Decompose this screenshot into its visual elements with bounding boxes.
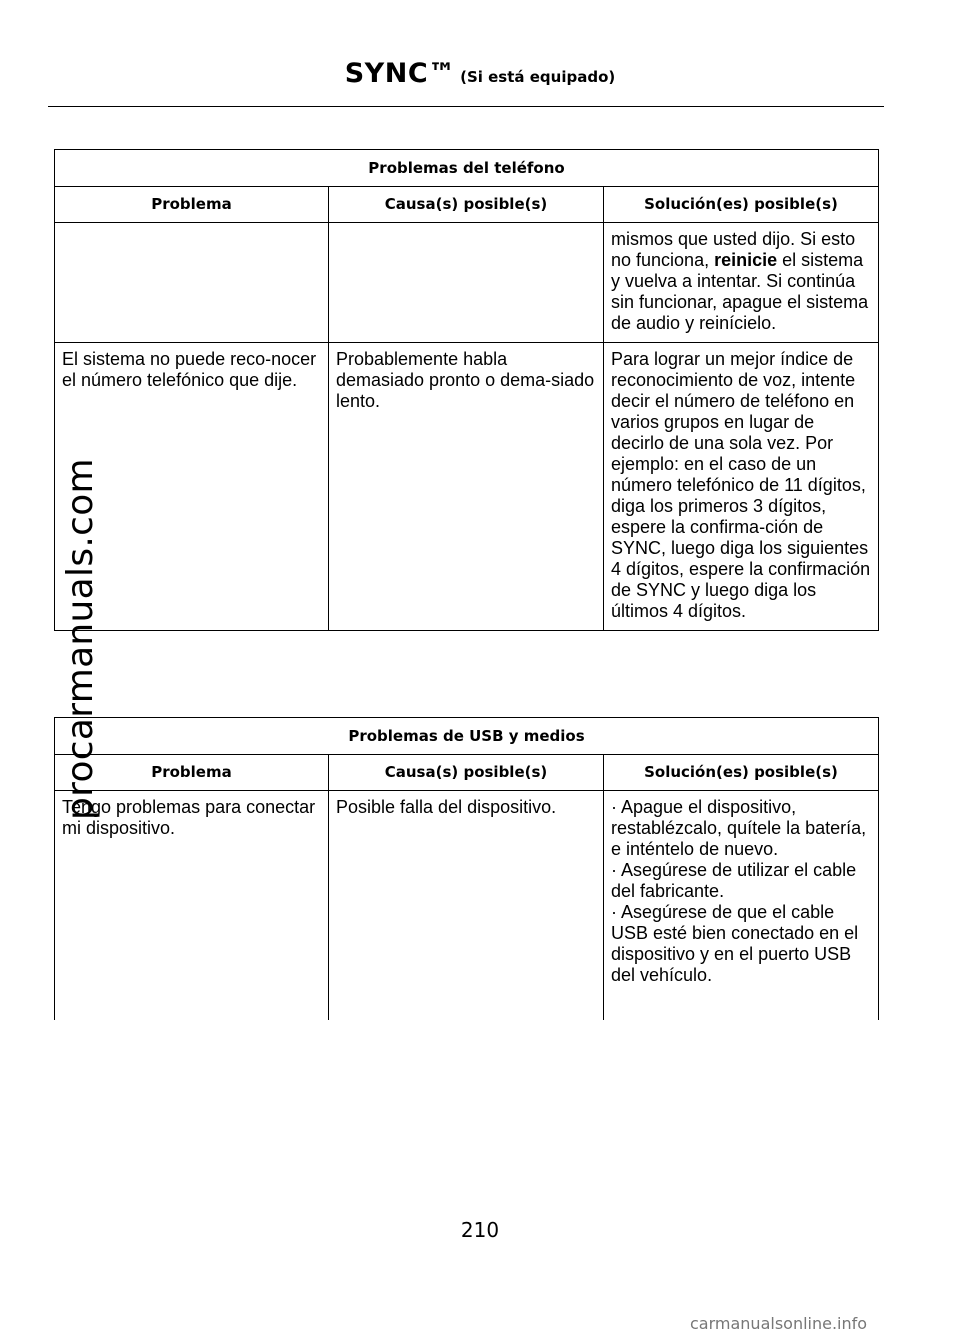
page-header — [0, 58, 960, 89]
column-header-solution: Solución(es) posible(s) — [604, 187, 879, 223]
table-caption: Problemas del teléfono — [55, 150, 879, 187]
column-header-cause: Causa(s) posible(s) — [329, 187, 604, 223]
solution-text: mismos que usted dijo. Si esto no funciona, — [611, 229, 856, 270]
table-row — [55, 791, 879, 1021]
side-watermark: procarmanuals.com — [60, 458, 101, 820]
solution-step: · Asegúrese de utilizar el cable del fabricante. — [611, 860, 857, 901]
column-header-problem: Problema — [55, 755, 329, 791]
cause-cell: Posible falla del dispositivo. — [329, 791, 604, 1021]
table-row — [55, 223, 879, 343]
footer-watermark: carmanualsonline.info — [690, 1314, 868, 1333]
table-caption: Problemas de USB y medios — [55, 718, 879, 755]
problem-cell — [55, 223, 329, 343]
solution-cell — [604, 791, 879, 1021]
section-subtitle: (Si está equipado) — [460, 68, 616, 86]
solution-keyword: reinicie — [714, 250, 778, 270]
usb-media-problems-table — [54, 717, 879, 1020]
problem-cell: Tengo problemas para conectar mi dispositivo. — [55, 791, 329, 1021]
header-divider — [48, 106, 884, 107]
solution-cell — [604, 223, 879, 343]
column-header-problem: Problema — [55, 187, 329, 223]
table-row — [55, 343, 879, 631]
problem-cell: El sistema no puede reco-nocer el número telefónico que dije. — [55, 343, 329, 631]
solution-step: · Asegúrese de que el cable USB esté bien conectado en el dispositivo y en el puerto USB del vehículo. — [611, 902, 859, 985]
solution-step: · Apague el dispositivo, restablézcalo, quítele la batería, e inténtelo de nuevo. — [611, 797, 867, 859]
column-header-cause: Causa(s) posible(s) — [329, 755, 604, 791]
phone-problems-table — [54, 149, 879, 631]
section-title: SYNC™ — [344, 58, 456, 89]
solution-cell: Para lograr un mejor índice de reconocimiento de voz, intente decir el número de teléfono en varios grupos en lugar de decirlo de una sola vez. Por ejemplo: en el caso de un número telefónico de 11 dígitos, diga los primeros 3 dígitos, espere la confirma-ción de SYNC, luego diga los siguientes 4 dígitos, espere la confirmación de SYNC y luego diga los últimos 4 dígitos. — [604, 343, 879, 631]
column-header-solution: Solución(es) posible(s) — [604, 755, 879, 791]
cause-cell: Probablemente habla demasiado pronto o dema-siado lento. — [329, 343, 604, 631]
page-number: 210 — [460, 1218, 500, 1242]
solution-text: el sistema y vuelva a intentar. Si continúa sin funcionar, apague el sistema de audio y reinícielo. — [611, 250, 869, 333]
cause-cell — [329, 223, 604, 343]
